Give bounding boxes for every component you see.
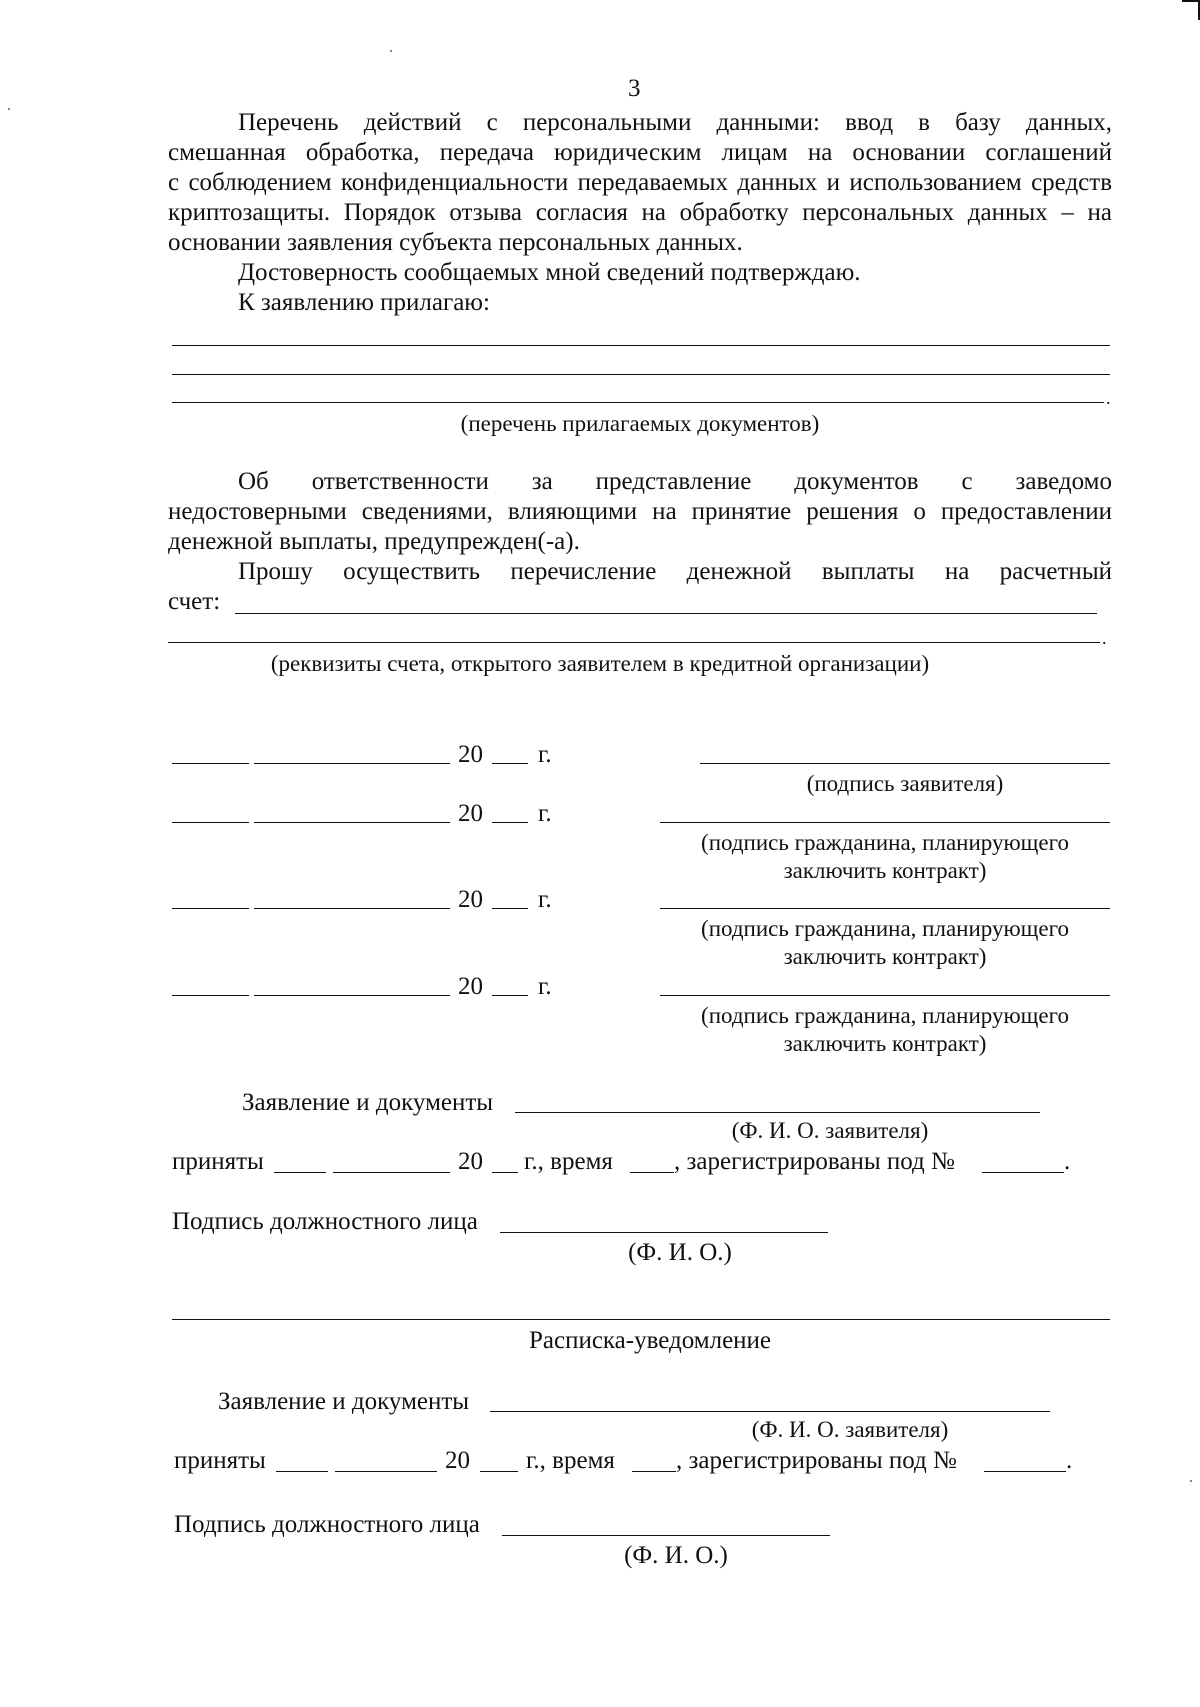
attachments-caption: (перечень прилагаемых документов) <box>460 411 820 436</box>
receipt-month-field[interactable] <box>335 1471 437 1472</box>
account-field-line-2[interactable] <box>168 642 1100 643</box>
date-year-suffix: г. <box>538 800 552 827</box>
consent-line-4: криптозащиты. Порядок отзыва согласия на обработку персональных данных – на <box>168 199 1112 226</box>
responsibility-line-1: Об ответственности за представление документов с заведомо <box>238 468 1112 495</box>
receipt-year-time: г., время <box>526 1447 615 1474</box>
date-year-suffix: г. <box>538 741 552 768</box>
account-field-line-1[interactable] <box>235 613 1097 614</box>
date-year-prefix: 20 <box>458 886 483 913</box>
receipt-number-field[interactable] <box>984 1471 1066 1472</box>
date-year-suffix: г. <box>538 886 552 913</box>
page-number: 3 <box>628 75 641 102</box>
date-year-suffix: г. <box>538 973 552 1000</box>
scan-corner-mark <box>1182 0 1200 20</box>
signature-caption: (подпись заявителя) <box>806 771 1004 796</box>
receipt-year-field[interactable] <box>480 1471 518 1472</box>
signature-line[interactable] <box>660 822 1110 823</box>
account-period: . <box>1102 628 1107 648</box>
acceptance-number-field[interactable] <box>982 1172 1064 1173</box>
acceptance-official-caption: (Ф. И. О.) <box>628 1239 732 1266</box>
date-year-prefix: 20 <box>458 973 483 1000</box>
date-month-field[interactable] <box>254 908 450 909</box>
signature-caption-1: (подпись гражданина, планирующего <box>701 830 1069 855</box>
acceptance-day-field[interactable] <box>274 1172 326 1173</box>
receipt-official-label: Подпись должностного лица <box>174 1511 480 1538</box>
confirm-text: Достоверность сообщаемых мной сведений подтверждаю. <box>238 259 861 286</box>
acceptance-time-field[interactable] <box>630 1172 674 1173</box>
acceptance-applicant-field[interactable] <box>515 1112 1040 1113</box>
receipt-title: Расписка-уведомление <box>528 1327 772 1354</box>
scan-speck <box>390 50 392 52</box>
acceptance-period: . <box>1064 1148 1071 1175</box>
attachments-line-3[interactable] <box>172 402 1104 403</box>
date-year-prefix: 20 <box>458 800 483 827</box>
signature-line[interactable] <box>660 908 1110 909</box>
acceptance-official-label: Подпись должностного лица <box>172 1208 478 1235</box>
acceptance-year-time: г., время <box>524 1148 613 1175</box>
acceptance-year-field[interactable] <box>492 1172 518 1173</box>
consent-line-3: с соблюдением конфиденциальности передаваемых данных и использованием средств <box>168 169 1112 196</box>
transfer-line-1: Прошу осуществить перечисление денежной выплаты на расчетный <box>238 558 1112 585</box>
receipt-official-field[interactable] <box>502 1535 830 1536</box>
signature-caption-2: заключить контракт) <box>783 1031 987 1056</box>
receipt-period: . <box>1066 1447 1073 1474</box>
date-day-field[interactable] <box>172 995 249 996</box>
date-year-field[interactable] <box>492 763 528 764</box>
responsibility-line-3: денежной выплаты, предупрежден(-а). <box>168 528 580 555</box>
acceptance-registered: , зарегистрированы под № <box>674 1148 955 1175</box>
date-month-field[interactable] <box>254 995 450 996</box>
date-month-field[interactable] <box>254 822 450 823</box>
consent-line-1: Перечень действий с персональными данными: ввод в базу данных, <box>238 109 1112 136</box>
date-day-field[interactable] <box>172 822 249 823</box>
signature-caption-2: заключить контракт) <box>783 944 987 969</box>
acceptance-accepted-label: приняты <box>172 1148 264 1175</box>
attach-label: К заявлению прилагаю: <box>238 289 490 316</box>
responsibility-line-2: недостоверными сведениями, влияющими на принятие решения о предоставлении <box>168 498 1112 525</box>
attachments-period: . <box>1106 388 1111 408</box>
attachments-line-2[interactable] <box>172 374 1110 375</box>
scan-speck <box>8 108 10 110</box>
acceptance-month-field[interactable] <box>333 1172 450 1173</box>
signature-caption-2: заключить контракт) <box>783 858 987 883</box>
receipt-docs-label: Заявление и документы <box>218 1388 470 1415</box>
signature-line[interactable] <box>700 763 1110 764</box>
date-year-field[interactable] <box>492 995 528 996</box>
receipt-applicant-caption: (Ф. И. О. заявителя) <box>751 1417 949 1442</box>
date-year-field[interactable] <box>492 822 528 823</box>
date-month-field[interactable] <box>254 763 450 764</box>
receipt-official-caption: (Ф. И. О.) <box>624 1542 728 1569</box>
date-day-field[interactable] <box>172 908 249 909</box>
receipt-registered: , зарегистрированы под № <box>676 1447 957 1474</box>
scan-speck <box>1190 1480 1192 1482</box>
signature-caption-1: (подпись гражданина, планирующего <box>701 1003 1069 1028</box>
receipt-applicant-field[interactable] <box>490 1411 1050 1412</box>
signature-line[interactable] <box>660 995 1110 996</box>
acceptance-docs-label: Заявление и документы <box>242 1089 494 1116</box>
date-day-field[interactable] <box>172 763 249 764</box>
cut-line <box>172 1319 1110 1320</box>
consent-line-2: смешанная обработка, передача юридическим лицам на основании соглашений <box>168 139 1112 166</box>
receipt-accepted-label: приняты <box>174 1447 266 1474</box>
receipt-day-field[interactable] <box>276 1471 328 1472</box>
acceptance-year-prefix: 20 <box>458 1148 483 1175</box>
date-year-prefix: 20 <box>458 741 483 768</box>
receipt-time-field[interactable] <box>632 1471 676 1472</box>
date-year-field[interactable] <box>492 908 528 909</box>
attachments-line-1[interactable] <box>172 345 1110 346</box>
account-caption: (реквизиты счета, открытого заявителем в кредитной организации) <box>270 651 930 676</box>
receipt-year-prefix: 20 <box>445 1447 470 1474</box>
acceptance-applicant-caption: (Ф. И. О. заявителя) <box>731 1118 929 1143</box>
consent-line-5: основании заявления субъекта персональных данных. <box>168 229 743 256</box>
acceptance-official-field[interactable] <box>500 1232 828 1233</box>
signature-caption-1: (подпись гражданина, планирующего <box>701 916 1069 941</box>
account-label: счет: <box>168 588 221 615</box>
